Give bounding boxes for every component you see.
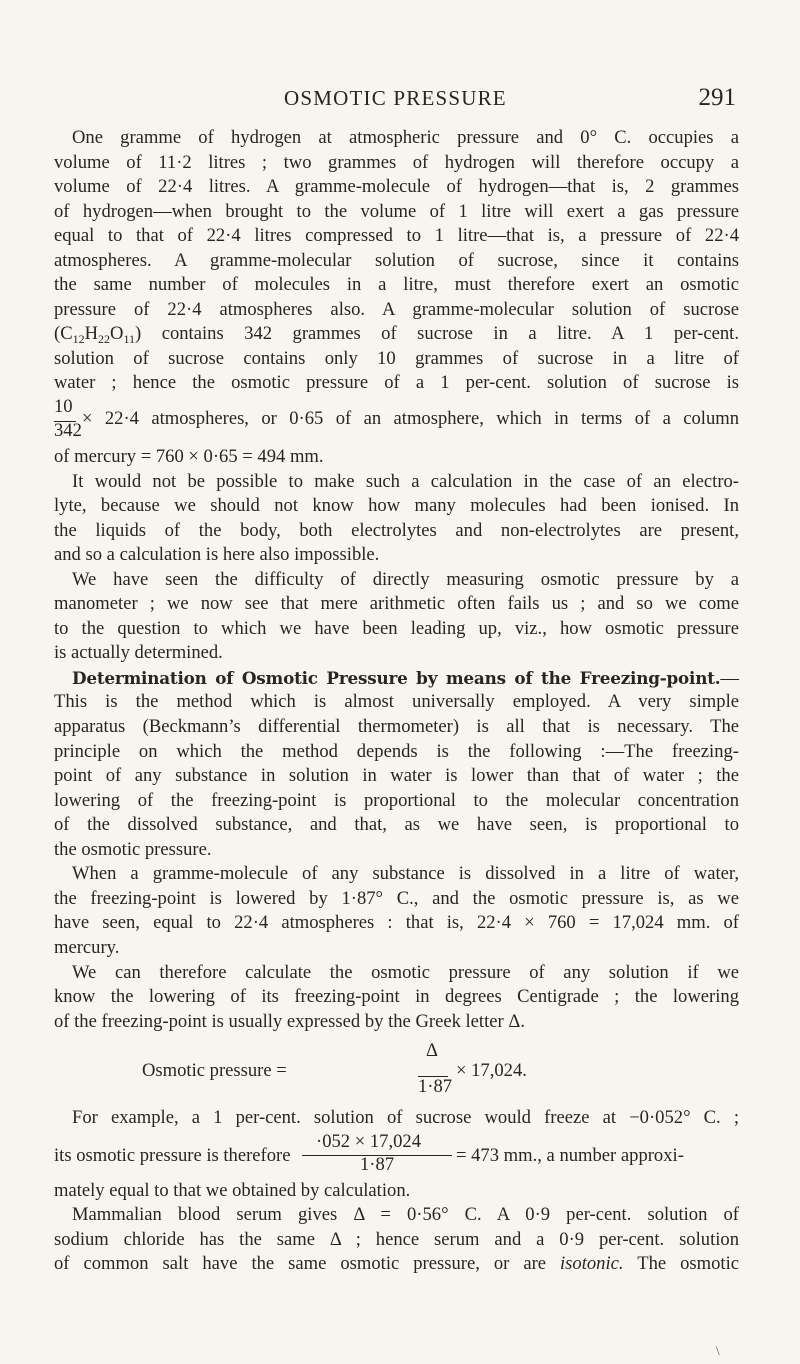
paragraph-electrolyte	[54, 470, 739, 568]
body-text	[54, 126, 739, 1277]
text-line: of the freezing-point is usually expressed by the Greek letter Δ.	[54, 1010, 525, 1032]
formula-label: Osmotic pressure =	[142, 1060, 287, 1082]
fraction-line	[54, 396, 739, 445]
paragraph-delta	[54, 961, 739, 1035]
page-number: 291	[698, 84, 736, 111]
paragraph-manometer	[54, 568, 739, 666]
fraction-denominator: 342	[54, 420, 82, 442]
formula-denominator: 1·87	[418, 1076, 453, 1098]
text-line: volume of 11·2 litres ; two grammes of hydrogen will therefore occupy a	[54, 151, 739, 173]
example-rest: = 473 mm., a number approxi-	[456, 1144, 684, 1166]
example-denominator: 1·87	[360, 1153, 395, 1175]
text-line: equal to that of 22·4 litres compressed to 1 litre—that is, a pressure of 22·4	[54, 225, 739, 247]
text-line: of mercury = 760 × 0·65 = 494 mm.	[54, 446, 324, 468]
text-line: For example, a 1 per-cent. solution of sucrose would freeze at −0·052° C. ;	[72, 1107, 739, 1129]
text-line: know the lowering of its freezing-point in degrees Centigrade ; the lowering	[54, 986, 739, 1008]
text-line: the osmotic pressure.	[54, 838, 212, 860]
text-line: When a gramme-molecule of any substance is dissolved in a litre of water,	[72, 863, 739, 885]
text-line: the freezing-point is lowered by 1·87° C., and the osmotic pressure is, as we	[54, 887, 739, 909]
text-line: We can therefore calculate the osmotic pressure of any solution if we	[72, 961, 739, 983]
text-line: lowering of the freezing-point is proportional to the molecular concentration	[54, 789, 739, 811]
text-line: manometer ; we now see that mere arithmetic often fails us ; and so we come	[54, 593, 739, 615]
text-line: the liquids of the body, both electrolytes and non-electrolytes are present,	[54, 519, 739, 541]
example-fraction-line	[54, 1131, 739, 1179]
text-line: mercury.	[54, 936, 120, 958]
text-line: of hydrogen—when brought to the volume of 1 litre will exert a gas pressure	[54, 200, 739, 222]
isotonic-term: isotonic.	[560, 1253, 624, 1275]
paragraph-gramme-molecule	[54, 862, 739, 960]
text-line: sodium chloride has the same Δ ; hence serum and a 0·9 per-cent. solution	[54, 1228, 739, 1250]
osmotic-pressure-formula	[54, 1036, 739, 1106]
text-line: pressure of 22·4 atmospheres also. A gramme-molecular solution of sucrose	[54, 298, 739, 320]
section-heading: Determination of Osmotic Pressure by means of the Freezing-point.	[72, 667, 721, 688]
text-line: It would not be possible to make such a calculation in the case of an electro-	[72, 470, 739, 492]
paragraph-serum	[54, 1203, 739, 1277]
text-line: have seen, equal to 22·4 atmospheres : that is, 22·4 × 760 = 17,024 mm. of	[54, 912, 739, 934]
section-freezing-point	[54, 666, 739, 862]
text-line: is actually determined.	[54, 642, 223, 664]
paragraph-example	[54, 1106, 739, 1203]
text-line: of the dissolved substance, and that, as we have seen, is proportional to	[54, 814, 739, 836]
fraction-rest: × 22·4 atmospheres, or 0·65 of an atmosphere, which in terms of a column	[82, 408, 739, 430]
page-header	[116, 84, 736, 118]
sucrose-formula-line: $(C_{12}H_{22}O_{11})$ contains 342 grammes of sucrose in a litre. A 1 per-cent.	[54, 323, 739, 347]
text-line: We have seen the difficulty of directly measuring osmotic pressure by a	[72, 568, 739, 590]
text-line: of common salt have the same osmotic pressure, or are isotonic. The osmotic	[54, 1253, 739, 1275]
margin-mark: \	[716, 1343, 720, 1358]
fraction-numerator: 10	[54, 396, 73, 418]
text-line: apparatus (Beckmann’s differential thermometer) is all that is necessary. The	[54, 716, 739, 738]
text-line: lyte, because we should not know how many molecules had been ionised. In	[54, 495, 739, 517]
paragraph-hydrogen	[54, 126, 739, 470]
text-line: Mammalian blood serum gives Δ = 0·56° C. A 0·9 per-cent. solution of	[72, 1204, 739, 1226]
running-title: OSMOTIC PRESSURE	[284, 86, 507, 110]
text-line: to the question to which we have been leading up, viz., how osmotic pressure	[54, 617, 739, 639]
text-line: solution of sucrose contains only 10 grammes of sucrose in a litre of	[54, 347, 739, 369]
text-line: the same number of molecules in a litre, must therefore exert an osmotic	[54, 274, 739, 296]
text-line: mately equal to that we obtained by calculation.	[54, 1179, 411, 1201]
section-heading-line: Determination of Osmotic Pressure by means of the Freezing-point.—	[72, 667, 739, 689]
text-line: This is the method which is almost universally employed. A very simple	[54, 691, 739, 713]
formula-rest: × 17,024.	[456, 1060, 527, 1082]
text-line: principle on which the method depends is the following :—The freezing-	[54, 740, 739, 762]
text-line: atmospheres. A gramme-molecular solution of sucrose, since it contains	[54, 249, 739, 271]
text-line: volume of 22·4 litres. A gramme-molecule of hydrogen—that is, 2 grammes	[54, 176, 739, 198]
text-line: water ; hence the osmotic pressure of a 1 per-cent. solution of sucrose is	[54, 372, 739, 394]
text-line: point of any substance in solution in water is lower than that of water ; the	[54, 765, 739, 787]
text-line: One gramme of hydrogen at atmospheric pressure and 0° C. occupies a	[72, 127, 739, 148]
text-line: and so a calculation is here also impossible.	[54, 544, 380, 566]
formula-numerator: Δ	[426, 1040, 438, 1062]
example-label: its osmotic pressure is therefore	[54, 1144, 291, 1166]
example-numerator: ·052 × 17,024	[316, 1130, 421, 1152]
